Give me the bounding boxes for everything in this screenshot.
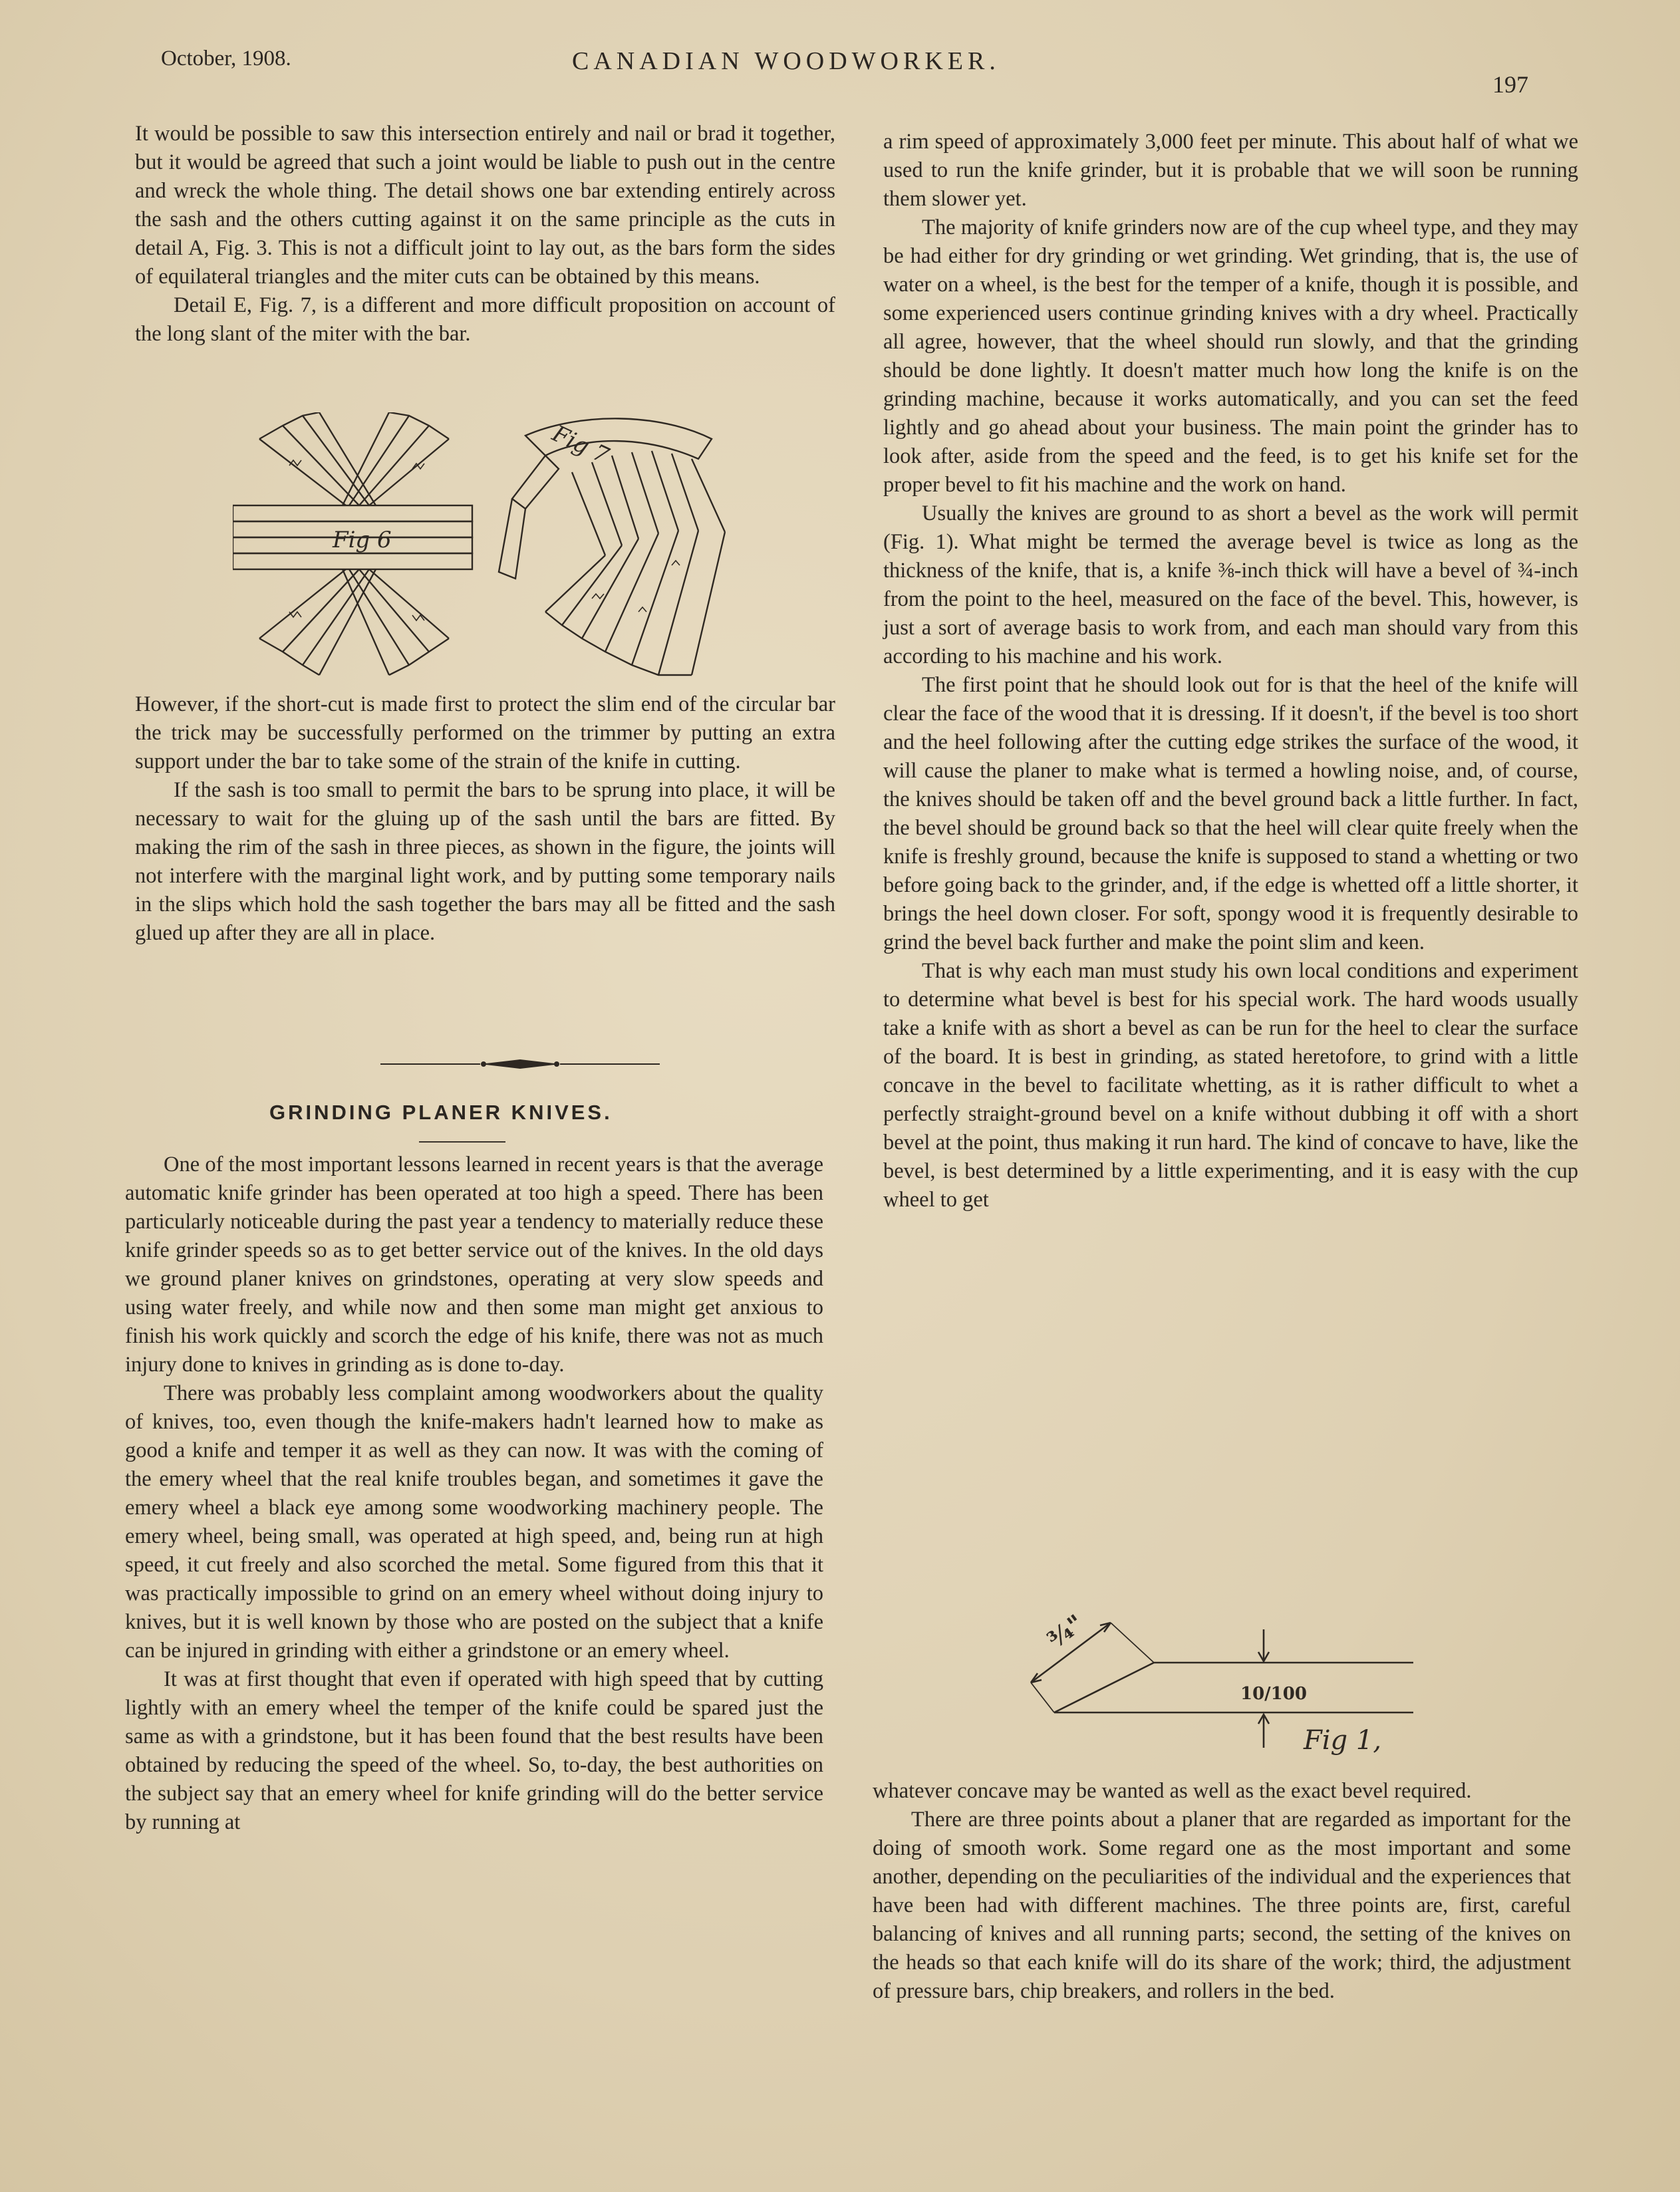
bevel-length-label: ¾": [1042, 1609, 1089, 1655]
paragraph: That is why each man must study his own local conditions and experiment to determine what bevel is best for his special work. The hard woods usually take a knife with as short a bevel as can be run for the heel to clear the surface of the board. It is best in grinding, as stated heretofore, to grind with a little concave in the bevel to facilitate whetting, as it is rather difficult to whet a perfectly straight-ground bevel on a knife without dubbing it off with a short bevel at the point, thus making it run hard. The kind of concave to have, like the bevel, is best determined by a little experimenting, and it is easy with the cup wheel to get: [883, 959, 1578, 1212]
fig7-label: Fig 7: [548, 420, 613, 470]
figure-6-and-7-illustration: [233, 412, 745, 682]
page-number: 197: [1492, 71, 1528, 98]
article-left-column: [125, 1151, 823, 1837]
paragraph: whatever concave may be wanted as well as the exact bevel required.: [873, 1779, 1472, 1803]
paragraph: Usually the knives are ground to as short a bevel as the work will permit (Fig. 1). What might be termed the average bevel is twice as long as the thickness of the knife, that is, a knife ⅜-inch thick will have a bevel of ¾-inch from the point to the heel, measured on the face of the bevel. This, however, is just a sort of average basis to work from, and each man should vary from this according to his machine and his work.: [883, 501, 1578, 668]
paragraph: It would be possible to saw this intersection entirely and nail or brad it together, but it would be agreed that such a joint would be liable to push out in the centre and wreck the whole thing. The detail shows one bar extending entirely across the sash and the others cutting against it on the same principle as the cuts in detail A, Fig. 3. This is not a difficult joint to lay out, as the bars form the sides of equilateral triangles and the miter cuts can be obtained by this means.: [135, 122, 835, 289]
article-right-column: [883, 128, 1578, 1214]
paragraph: There was probably less complaint among woodworkers about the quality of knives, too, even though the knife-makers hadn't learned how to make as good a knife and temper it as well as they can now. It was with the coming of the emery wheel that the real knife troubles began, and sometimes it gave the emery wheel a black eye among some woodworking machinery people. The emery wheel, being small, was operated at high speed, and, being run at high speed, it cut freely and also scorched the metal. Some figured from this that it was practically impossible to grind on an emery wheel without doing injury to knives, but it is well known by those who are posted on the subject that a knife can be injured in grinding with either a grindstone or an emery wheel.: [125, 1381, 823, 1663]
paragraph: Detail E, Fig. 7, is a different and more difficult proposition on account of the long slant of the miter with the bar.: [135, 293, 835, 346]
headline-underline: [419, 1141, 505, 1143]
paragraph: One of the most important lessons learned in recent years is that the average automatic knife grinder has been operated at too high a speed. There has been particularly noticeable during the past year a tendency to materially reduce these knife grinder speeds so as to get better service out of the knives. In the old days we ground planer knives on grindstones, operating at very slow speeds and using water freely, and while now and then some man might get anxious to finish his work quickly and scorch the edge of his knife, there was not as much injury done to knives in grinding as is done to-day.: [125, 1153, 823, 1377]
left-column-top-text: [135, 120, 835, 348]
paragraph: If the sash is too small to permit the bars to be sprung into place, it will be necessary to wait for the gluing up of the sash until the bars are fitted. By making the rim of the sash in three pieces, as shown in the figure, the joints will not interfere with the marginal light work, and by putting some temporary nails in the slips which hold the sash together the bars may all be fitted and the sash glued up after they are all in place.: [135, 778, 835, 945]
article-headline: GRINDING PLANER KNIVES.: [269, 1101, 613, 1124]
thickness-label: 10/100: [1240, 1684, 1307, 1704]
paragraph: There are three points about a planer that are regarded as important for the doing of smooth work. Some regard one as the most important and some another, depending on the peculiarities of the individual and the experiences that have been had with different machines. The three points are, first, careful balancing of knives and all running parts; second, the setting of the knives on the heads so that each knife will do its share of the work; third, the adjustment of pressure bars, chip breakers, and rollers in the bed.: [873, 1808, 1571, 2003]
section-divider-ornament: [380, 1054, 660, 1074]
fig6-label: Fig 6: [333, 527, 392, 553]
figure-1-knife-bevel-diagram: [1021, 1603, 1433, 1769]
issue-date: October, 1908.: [161, 47, 291, 70]
paragraph: It was at first thought that even if operated with high speed that by cutting lightly with an emery wheel the temper of the knife could be spared just the same as with a grindstone, but it has been found that the best results have been obtained by reducing the speed of the wheel. So, to-day, the best authorities on the subject say that an emery wheel for knife grinding will do the better service by running at: [125, 1667, 823, 1834]
fig1-caption: Fig 1,: [1304, 1725, 1382, 1756]
paragraph: However, if the short-cut is made first to protect the slim end of the circular bar the trick may be successfully performed on the trimmer by putting an extra support under the bar to take some of the strain of the knife in cutting.: [135, 692, 835, 773]
left-column-bottom-text: [135, 690, 835, 948]
journal-title: CANADIAN WOODWORKER.: [572, 47, 1000, 75]
paragraph: The majority of knife grinders now are of the cup wheel type, and they may be had either for dry grinding or wet grinding. Wet grinding, that is, the use of water on a wheel, is the best for the temper of a knife, though it is possible, and some experienced users continue grinding knives with a dry wheel. Practically all agree, however, that the wheel should run slowly, and that the grinding should be done lightly. It doesn't matter much how long the knife is on the grinding machine, because it works automatically, and you can set the feed lightly and go ahead about your business. The main point the grinder has to look after, aside from the speed and the feed, is to get his knife set for the proper bevel to fit his machine and the work on hand.: [883, 215, 1578, 497]
paragraph: a rim speed of approximately 3,000 feet per minute. This about half of what we used to run the knife grinder, but it is probable that we will soon be running them slower yet.: [883, 130, 1578, 211]
paragraph: The first point that he should look out for is that the heel of the knife will clear the face of the wood that it is dressing. If it doesn't, if the bevel is too short and the heel following after the cutting edge strikes the surface of the wood, it will cause the planer to make what is termed a howling noise, and, of course, the knives should be taken off and the bevel ground back a little further. In fact, the bevel should be ground back so that the heel will clear quite freely when the knife is freshly ground, because the knife is supposed to stand a whetting or two before going back to the grinder, and, if the edge is whetted off a little shorter, it brings the heel down closer. For soft, spongy wood it is frequently desirable to grind the bevel back further and make the point slim and keen.: [883, 673, 1578, 954]
article-right-column-closing: [873, 1777, 1571, 2006]
